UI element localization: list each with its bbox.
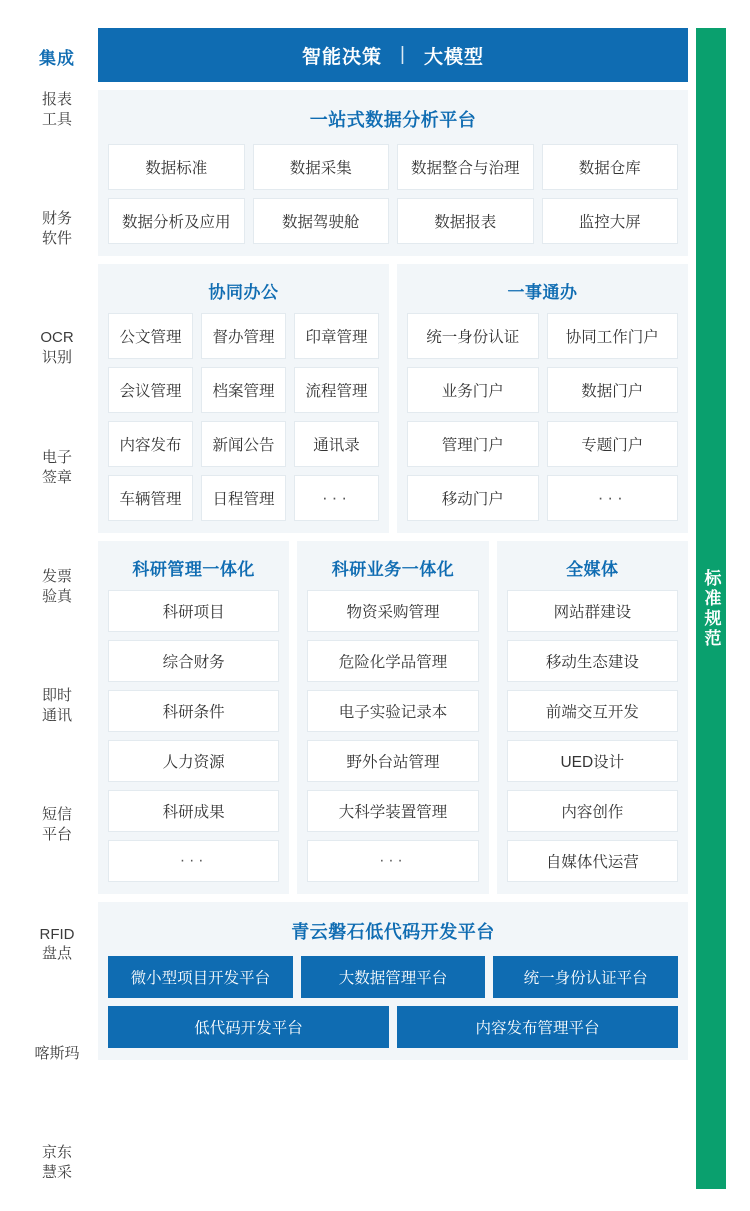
onestop-cell[interactable]: 管理门户 (407, 421, 539, 467)
rail-item-finance-software[interactable]: 财务 软件 (41, 210, 72, 248)
lowcode-button[interactable]: 大数据管理平台 (301, 956, 486, 998)
lowcode-panel (98, 902, 688, 1060)
onestop-cell-more[interactable]: ··· (547, 475, 679, 521)
research-biz-cell[interactable]: 危险化学品管理 (307, 640, 478, 682)
onestop-title: 一事通办 (507, 283, 578, 302)
media-cell[interactable]: UED设计 (507, 740, 678, 782)
office-cell[interactable]: 档案管理 (201, 367, 286, 413)
all-media-grid (507, 590, 678, 882)
lowcode-row-2 (108, 1006, 678, 1048)
collaborative-office-panel (98, 264, 389, 533)
integration-rail (24, 28, 90, 1189)
standards-bar (696, 28, 726, 1189)
research-business-panel (297, 541, 488, 894)
office-cell-more[interactable]: ··· (294, 475, 379, 521)
media-cell[interactable]: 移动生态建设 (507, 640, 678, 682)
lowcode-button[interactable]: 内容发布管理平台 (397, 1006, 678, 1048)
rail-item-report-tools[interactable]: 报表 工具 (41, 91, 72, 128)
rail-item-ocr[interactable]: OCR 识别 (40, 329, 74, 367)
platform-cell[interactable]: 数据标准 (108, 144, 245, 190)
lowcode-button[interactable]: 低代码开发平台 (108, 1006, 389, 1048)
topbar-divider: | (400, 44, 406, 65)
rail-item-kasima[interactable]: 喀斯玛 (34, 1044, 80, 1062)
topbar-right-label: 大模型 (423, 46, 484, 68)
rail-item-instant-messaging[interactable]: 即时 通讯 (41, 687, 72, 724)
main-column (98, 28, 688, 1189)
platform-cell[interactable]: 数据仓库 (542, 144, 679, 190)
lowcode-title: 青云磐石低代码开发平台 (291, 922, 495, 942)
research-mgmt-cell[interactable]: 人力资源 (108, 740, 279, 782)
rail-title: 集成 (39, 48, 75, 68)
onestop-cell[interactable]: 数据门户 (547, 367, 679, 413)
onestop-cell[interactable]: 业务门户 (407, 367, 539, 413)
research-biz-cell-more[interactable]: ··· (307, 840, 478, 882)
office-cell[interactable]: 流程管理 (294, 367, 379, 413)
topbar (98, 28, 688, 82)
platform-cell[interactable]: 监控大屏 (542, 198, 679, 244)
research-biz-cell[interactable]: 电子实验记录本 (307, 690, 478, 732)
platform-cell[interactable]: 数据驾驶舱 (253, 198, 390, 244)
rail-item-invoice-verify[interactable]: 发票 验真 (41, 567, 72, 605)
office-cell[interactable]: 车辆管理 (108, 475, 193, 521)
office-grid (108, 313, 379, 521)
research-biz-cell[interactable]: 大科学装置管理 (307, 790, 478, 832)
all-media-title: 全媒体 (566, 560, 619, 579)
research-mgmt-cell[interactable]: 综合财务 (108, 640, 279, 682)
research-biz-cell[interactable]: 野外台站管理 (307, 740, 478, 782)
office-onestop-row (98, 264, 688, 533)
onestop-cell[interactable]: 统一身份认证 (407, 313, 539, 359)
research-media-row (98, 541, 688, 894)
office-title: 协同办公 (208, 283, 279, 302)
onestop-grid (407, 313, 678, 521)
media-cell[interactable]: 网站群建设 (507, 590, 678, 632)
research-biz-cell[interactable]: 物资采购管理 (307, 590, 478, 632)
office-cell[interactable]: 印章管理 (294, 313, 379, 359)
office-cell[interactable]: 内容发布 (108, 421, 193, 467)
lowcode-row-1 (108, 956, 678, 998)
office-cell[interactable]: 新闻公告 (201, 421, 286, 467)
onestop-cell[interactable]: 专题门户 (547, 421, 679, 467)
platform-cell[interactable]: 数据分析及应用 (108, 198, 245, 244)
research-mgmt-cell[interactable]: 科研项目 (108, 590, 279, 632)
platform-cell[interactable]: 数据报表 (397, 198, 534, 244)
data-platform-title: 一站式数据分析平台 (309, 110, 477, 130)
rail-item-jd-huicai[interactable]: 京东 慧采 (41, 1144, 72, 1182)
research-management-grid (108, 590, 279, 882)
research-management-panel (98, 541, 289, 894)
lowcode-button[interactable]: 统一身份认证平台 (493, 956, 678, 998)
office-cell[interactable]: 公文管理 (108, 313, 193, 359)
office-cell[interactable]: 通讯录 (294, 421, 379, 467)
research-mgmt-cell[interactable]: 科研成果 (108, 790, 279, 832)
research-business-title: 科研业务一体化 (331, 560, 455, 579)
topbar-left-label: 智能决策 (302, 46, 383, 68)
platform-cell[interactable]: 数据采集 (253, 144, 390, 190)
onestop-cell[interactable]: 移动门户 (407, 475, 539, 521)
research-management-title: 科研管理一体化 (132, 560, 255, 579)
rail-items (24, 84, 90, 1189)
rail-item-rfid[interactable]: RFID 盘点 (39, 925, 75, 963)
media-cell[interactable]: 自媒体代运营 (507, 840, 678, 882)
office-cell[interactable]: 日程管理 (201, 475, 286, 521)
lowcode-button[interactable]: 微小型项目开发平台 (108, 956, 293, 998)
rail-item-sms-platform[interactable]: 短信 平台 (41, 806, 72, 844)
office-cell[interactable]: 督办管理 (201, 313, 286, 359)
research-business-grid (307, 590, 478, 882)
research-mgmt-cell-more[interactable]: ··· (108, 840, 279, 882)
data-platform-grid (108, 144, 678, 244)
all-media-panel (497, 541, 688, 894)
office-cell[interactable]: 会议管理 (108, 367, 193, 413)
platform-cell[interactable]: 数据整合与治理 (397, 144, 534, 190)
rail-item-e-signature[interactable]: 电子 签章 (41, 448, 72, 486)
one-stop-panel (397, 264, 688, 533)
standards-bar-label: 标准规范 (701, 568, 721, 649)
data-platform-panel (98, 90, 688, 256)
media-cell[interactable]: 内容创作 (507, 790, 678, 832)
media-cell[interactable]: 前端交互开发 (507, 690, 678, 732)
research-mgmt-cell[interactable]: 科研条件 (108, 690, 279, 732)
onestop-cell[interactable]: 协同工作门户 (547, 313, 679, 359)
